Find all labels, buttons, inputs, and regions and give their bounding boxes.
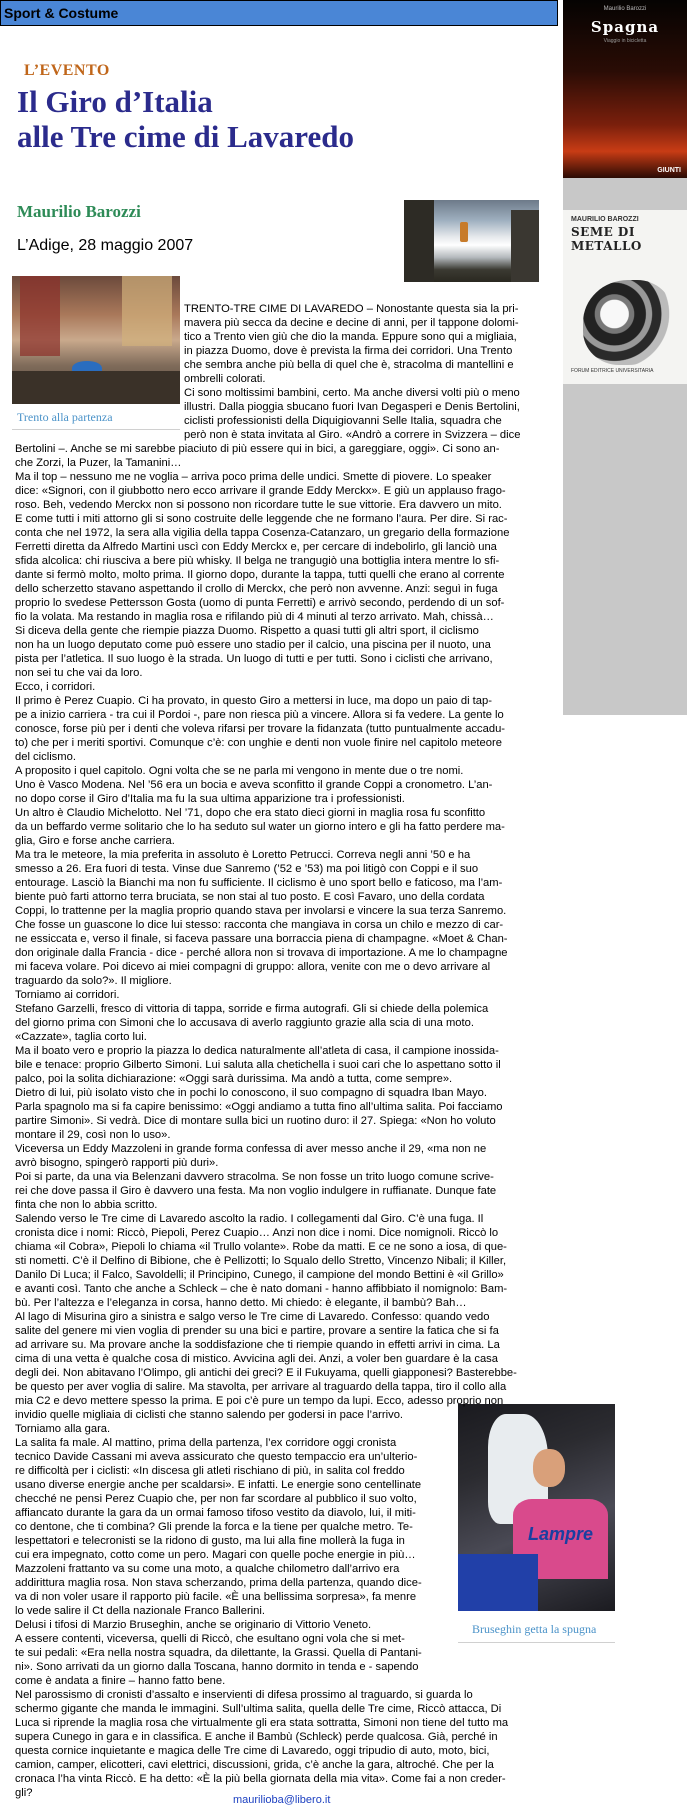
article-line: Mazzoleni frattanto va su come una moto, a qualche chilometro dall’arrivo era <box>15 1563 400 1575</box>
article-line: dello scherzetto stavano aspettando il crollo di Merckx, che però non avvenne. Anzi: seguì in fuga <box>15 583 498 595</box>
caption-divider <box>12 429 180 430</box>
book2-publisher: FORUM EDITRICE UNIVERSITARIA <box>571 368 654 374</box>
article-line: pista per l’atletica. Il suo luogo è la strada. Un luogo di tutti e per tutti. Sono i ciclisti che arrivano, <box>15 653 493 665</box>
article-line: addirittura maglia rosa. Non stava scherzando, prima della partenza, quando dice- <box>15 1577 422 1589</box>
article-line: «Cazzate», taglia corto lui. <box>15 1031 147 1043</box>
article-line: A proposito i quel capitolo. Ogni volta che se ne parla mi vengono in mente due o tre nomi. <box>15 765 464 777</box>
book2-cover-art <box>583 280 673 365</box>
book2-author: MAURILIO BAROZZI <box>571 216 639 223</box>
article-line: del giorno prima con Simoni che lo accusava di averlo raggiunto grazie alla scia di una moto. <box>15 1017 474 1029</box>
article-line: che Zorzi, la Puzer, la Tamanini… <box>15 457 182 469</box>
byline: Maurilio Barozzi <box>17 202 141 221</box>
article-line: Che fosse un guascone lo dice lui stesso: racconta che mangiava in corsa un chilo e mezzo di car- <box>15 919 504 931</box>
article-line: to) che per i meriti sportivi. Comunque c’è: con unghie e denti non vuole finire nel capitolo meteore <box>15 737 502 749</box>
article-line: Danilo Di Luca; il Falco, Savoldelli; il Principino, Cunego, il campione del mondo Bettini è «il Grillo» <box>15 1269 504 1281</box>
photo-rock-right <box>511 210 539 282</box>
article-line: cima di una vetta è qualche cosa di mistico. Avvicina agli dei. Anzi, a voler ben guardare è la casa <box>15 1353 498 1365</box>
article-line: conosce, forse più per i denti che voleva rifarsi per trovare la fidanzata (tutto puntualmente accadu- <box>15 723 506 735</box>
article-line: camion, camper, elicotteri, cavi elettrici, discussioni, grida, c’è anche la gara, altroché. Che per la <box>15 1759 494 1771</box>
article-line: avrò bisogno, spingerò rapporti più duri». <box>15 1157 219 1169</box>
photo-arm <box>458 1554 538 1611</box>
article-line: usano diverse energie anche per scaldarsi». E infatti. Le energie sono centellinate <box>15 1479 422 1491</box>
article-line: cronaca l’ha vinta Riccò. E ha detto: «È la più bella giornata della mia vita». Come fai a non creder- <box>15 1773 506 1785</box>
article-line: rei che dove passa il Giro è davvero una festa. Ma non voglio indulgere in ruffianate. Dunque fate <box>15 1185 497 1197</box>
article-line: salite del genere mi vien voglia di prender su una bici e partire, provare a sentire la fatica che si fa <box>15 1325 499 1337</box>
caption-divider <box>458 1642 615 1643</box>
article-line: Si diceva della gente che riempie piazza Duomo. Rispetto a quasi tutti gli altri sport, il ciclismo <box>15 625 479 637</box>
article-line: A essere contenti, viceversa, quelli di Riccò, che esultano ogni vola che si met- <box>15 1633 405 1645</box>
article-line: dice: «Signori, con il giubbotto nero ecco arrivare il grande Eddy Merckx». E giù un applauso frago- <box>15 485 506 497</box>
photo-building-right <box>122 276 172 346</box>
article-line: da un beffardo verme solitario che lo ha seduto sul water un giorno intero e gli ha fatto perdere ma- <box>15 821 505 833</box>
article-line: e avanti così. Tanto che anche a Schleck – che è nato domani - hanno affibbiato il nomignolo: Bam- <box>15 1283 508 1295</box>
book1-author: Maurilio Barozzi <box>603 6 647 12</box>
article-line: Coppi, lo trattenne per la maglia proprio quando stava per involarsi e vincere la sua terza Sanremo. <box>15 905 507 917</box>
article-line: Ecco, i corridori. <box>15 681 96 693</box>
article-line: entourage. Lasciò la Bianchi ma non fu sufficiente. Il ciclismo è uno sport bello e faticoso, ma l’am- <box>15 877 503 889</box>
article-line: partire Simoni». Si vedrà. Dice di montare sulla bici un ruotino duro: il 27. Spiega: «Non ho voluto <box>15 1115 496 1127</box>
article-line: lo vede salire il Ct della nazionale Franco Ballerini. <box>15 1605 265 1617</box>
article-line: finta che non lo abbia scritto. <box>15 1199 158 1211</box>
article-line: no dopo corse il Giro d’Italia ma fu la sua ultima apparizione tra i professionisti. <box>15 793 405 805</box>
article-line: tecnico Davide Cassani mi aveva assicurato che questo tempaccio era un’ulterio- <box>15 1451 418 1463</box>
article-line: Salendo verso le Tre cime di Lavaredo ascolto la radio. I collegamenti dal Giro. C’è una fuga. Il <box>15 1213 484 1225</box>
article-line: non ha un luogo deputato come può essere uno stadio per il calcio, una piscina per il nuoto, una <box>15 639 491 651</box>
article-line: Viceversa un Eddy Mazzoleni in grande forma confessa di aver messo anche il 29, «ma non ne <box>15 1143 487 1155</box>
kicker: L’EVENTO <box>24 62 110 79</box>
article-line: Parla spagnolo ma si fa capire benissimo: «Oggi andiamo a tutta fino all’ultima salita. Poi facciamo <box>15 1101 503 1113</box>
article-line: però non è stata invitata al Giro. «Andrò a correre in Svizzera – dice <box>184 429 521 441</box>
page-title <box>17 84 354 154</box>
article-line: glia, Giro e forse anche carriera. <box>15 835 175 847</box>
article-line: mavera più secca da decine e decine di anni, per il tappone dolomi- <box>184 317 519 329</box>
article-line: schermo gigante che manda le immagini. Sull’ultima salita, quella delle Tre cime, Riccò attacca, Di <box>15 1703 502 1715</box>
photo-building-left <box>20 276 60 356</box>
article-line: ciclisti professionisti della Diquigiovanni Selle Italia, squadra che <box>184 415 502 427</box>
article-line: Uno è Vasco Modena. Nel ’56 era un bocia e aveva sconfitto il grande Coppi a cronometro. L’an- <box>15 779 493 791</box>
article-line: ne essiccata e, verso il finale, si faceva passare una borraccia piena di champagne. «Moet & Chan- <box>15 933 508 945</box>
photo-bruseghin <box>458 1404 615 1611</box>
article-line: sti nometti. C’è il Delfino di Bibione, che è Pellizotti; lo Squalo dello Stretto, Vincenzo Nibali; il Killer, <box>15 1255 507 1267</box>
article-line: roso. Beh, vedendo Merckx non si possono non ricordare tutte le sue vittorie. Era davvero un mito. <box>15 499 502 511</box>
article-line: ni». Sono arrivati da un giorno dalla Toscana, hanno dormito in tenda e - sapendo <box>15 1661 419 1673</box>
article-line: checché ne pensi Perez Cuapio che, per non far scordare al pubblico il suo volto, <box>15 1493 417 1505</box>
article-line: Torniamo ai corridori. <box>15 989 120 1001</box>
photo-jersey-logo: Lampre <box>528 1524 594 1544</box>
article-line: palco, poi la solita dichiarazione: «Oggi sarà durissima. Ma andò a tutta, come sempre». <box>15 1073 453 1085</box>
article-line: sfida alcolica: chi riusciva a bere più whisky. Il belga ne trangugiò una bottiglia intera mentre lo sfi- <box>15 555 500 567</box>
article-line: gli? <box>15 1787 33 1799</box>
article-line: Torniamo alla gara. <box>15 1423 111 1435</box>
article-line: che sembra anche più bella di quel che è, stracolma di mantellini e <box>184 359 514 371</box>
article-line: La salita fa male. Al mattino, prima della partenza, l’ex corridore oggi cronista <box>15 1437 397 1449</box>
article-line: fio la volata. Ma restando in maglia rosa e rifilando più di 4 minuti al terzo arrivato. Mah, chissà… <box>15 611 494 623</box>
caption-bruseghin: Bruseghin getta la spugna <box>472 1622 597 1636</box>
article-line: don originale dalla Francia - dice - perché allora non si trovava di importazione. A me lo champagne <box>15 947 508 959</box>
article-line: ombrelli colorati. <box>184 373 266 385</box>
photo-rock-left <box>404 200 434 282</box>
photo-crowd <box>12 371 180 404</box>
caption-trento: Trento alla partenza <box>17 410 113 424</box>
article-line: be questo per aver voglia di salire. Ma stavolta, per arrivare al traguardo della tappa, tiro il collo alla <box>15 1381 507 1393</box>
article-line: TRENTO-TRE CIME DI LAVAREDO – Nonostante questa sia la pri- <box>184 303 519 315</box>
article-line: Delusi i tifosi di Marzio Bruseghin, anche se originario di Vittorio Veneto. <box>15 1619 372 1631</box>
article-line: smesso a 26. Era fuori di testa. Vinse due Sanremo (’52 e ’53) ma poi litigò con Coppi e il suo <box>15 863 479 875</box>
article-line: Un altro è Claudio Michelotto. Nel ’71, dopo che era stato dieci giorni in maglia rosa fu sconfitto <box>15 807 486 819</box>
source-date: L’Adige, 28 maggio 2007 <box>17 237 194 254</box>
footer-email-link[interactable]: maurilioba@libero.it <box>233 1794 331 1806</box>
article-line: Stefano Garzelli, fresco di vittoria di tappa, sorride e firma autografi. Gli si chiede della polemica <box>15 1003 489 1015</box>
article-line: Il primo è Perez Cuapio. Ci ha provato, in questo Giro a mettersi in luce, ma dopo un paio di tap- <box>15 695 492 707</box>
article-line: questa cornice inquietante e magica delle Tre cime di Lavaredo, oggi tripudio di auto, moto, bici, <box>15 1745 490 1757</box>
article-line: Ferretti diretta da Alfredo Martini uscì con Eddy Merckx e, per cercare di indebolirlo, gli lanciò una <box>15 541 497 553</box>
article-line: mia C2 e devo mettere spesso la prima. E poi c’è pure un tempo da lupi. Ecco, adesso proprio non <box>15 1395 504 1407</box>
article-line: ad arrivare su. Ma provare anche la soddisfazione che ti riempie quando in effetti arrivi in cima. La <box>15 1339 500 1351</box>
book-cover-seme-di-metallo[interactable] <box>563 210 687 384</box>
article-line: cronista dice i nomi: Riccò, Piepoli, Perez Cuapio… Anzi non dice i nomi. Dice nomignoli. Riccò lo <box>15 1227 499 1239</box>
article-line: Nel parossismo di cronisti d’assalto e inservienti di difesa prossimo al traguardo, si guarda lo <box>15 1689 473 1701</box>
article-line: Ma il top – nessuno me ne voglia – arriva poco prima delle undici. Smette di piovere. Lo speaker <box>15 471 492 483</box>
article-line: Al lago di Misurina giro a sinistra e salgo verso le Tre cime di Lavaredo. Confesso: quando vedo <box>15 1311 490 1323</box>
article-line: te sui pedali: «Era nella nostra squadra, da dilettante, la Grassi. Quella di Pantani- <box>15 1647 422 1659</box>
article-line: Bertolini –. Anche se mi sarebbe piaciuto di più essere qui in bici, a gareggiare, oggi». Ci sono an- <box>15 443 500 455</box>
article-line: proprio lo svedese Pettersson Gosta (uomo di punta Ferretti) e arrivò secondo, perdendo di un sof- <box>15 597 505 609</box>
book1-subtitle: Viaggio in bicicletta <box>603 38 647 44</box>
article-line: co dentone, che ti combina? Gli prende la forca e la tiene per qualche metro. Te- <box>15 1521 413 1533</box>
article-line: del ciclismo. <box>15 751 76 763</box>
article-line: Poi si parte, da una via Belenzani davvero stracolma. Se non fosse un trito luogo comune scrive- <box>15 1171 494 1183</box>
photo-figure <box>460 222 468 242</box>
article-line: Ma il boato vero e proprio la piazza lo dedica naturalmente all’atleta di casa, il campione inossida- <box>15 1045 499 1057</box>
article-line: Luca si riprende la maglia rosa che virtualmente gli era stata sottratta, Simoni non tiene del tutto ma <box>15 1717 509 1729</box>
article-line: come è andata a finire – hanno fatto bene. <box>15 1675 226 1687</box>
article-line: tico a Trento vien giù che dio la manda. Eppure sono qui a migliaia, <box>184 331 517 343</box>
article-line: va di non voler usare il rapporto più facile. «È una bellissima sorpresa», fa menre <box>15 1591 417 1603</box>
article-line: traguardo da solo?». Il migliore. <box>15 975 172 987</box>
headline-line-1: Il Giro d’Italia <box>17 84 213 119</box>
article-line: affiancato durante la gara da un ormai famoso tifoso vestito da diavolo, lui, il miti- <box>15 1507 416 1519</box>
article-line: montare il 29, così non lo uso». <box>15 1129 171 1141</box>
article-line: cui era impegnato, cotto come un pero. Magari con quelle poche energie in più… <box>15 1549 416 1561</box>
section-header: Sport & Costume <box>0 0 558 26</box>
article-line: lespettatori e telecronisti se la ridono di gusto, ma lui alla fine mollerà la fuga in <box>15 1535 405 1547</box>
article-line: dante si fermò molto, molto prima. Il giorno dopo, durante la tappa, tutti quelli che erano al corrente <box>15 569 505 581</box>
article-line: Dietro di lui, più isolato visto che in pochi lo conoscono, il suo compagno di squadra Iban Mayo. <box>15 1087 488 1099</box>
article-line: non sei tu che vai da loro. <box>15 667 143 679</box>
article-line: illustri. Dalla pioggia sbucano fuori Ivan Degasperi e Denis Bertolini, <box>184 401 520 413</box>
article-line: supera Cunego in gara e in classifica. E anche il Bambù (Schleck) perde qualcosa. Già, perché in <box>15 1731 498 1743</box>
headline-line-2: alle Tre cime di Lavaredo <box>17 119 354 154</box>
book1-title: Spagna <box>590 18 660 36</box>
article-line: E come tutti i miti attorno gli si sono costruite delle leggende che ne formano l’aura. Per dire. Si rac- <box>15 513 508 525</box>
photo-rider-head <box>533 1449 565 1487</box>
article-line: Ma tra le meteore, la mia preferita in assoluto è Loretto Petrucci. Correva negli anni ’50 e ha <box>15 849 471 861</box>
article-line: degli dei. Non abitavano l’Olimpo, gli antichi dei greci? E il Fukuyama, quelli giapponesi? Basterebbe- <box>15 1367 517 1379</box>
article-line: bù. Per l’altezza e l’eleganza in corsa, hanno detto. Mi chiedo: è elegante, il bambù? Bah… <box>15 1297 467 1309</box>
article-line: chiama «il Cobra», Piepoli lo chiama «il Trullo volante». Robe da matti. E ce ne sono a iosa, di que- <box>15 1241 507 1253</box>
book1-publisher-logo: GIUNTI <box>657 167 681 174</box>
book2-title: SEME DI METALLO <box>571 225 642 253</box>
article-line: Ci sono moltissimi bambini, certo. Ma anche diversi volti più o meno <box>184 387 520 399</box>
article-line: biente può farti attorno terra bruciata, se non stai al tuo posto. E così Favaro, uno della cordata <box>15 891 485 903</box>
article-line: invidio quelle migliaia di ciclisti che stanno salendo per godersi in pace l’arrivo. <box>15 1409 404 1421</box>
article-line: pe a inizio carriera - tra cui il Pordoi -, pare non riesca più a vincere. Allora si fa vedere. La gente lo <box>15 709 504 721</box>
photo-trento <box>12 276 180 404</box>
article-line: re difficoltà per i ciclisti: «In discesa gli atleti rischiano di più, in salita col freddo <box>15 1465 405 1477</box>
article-line: mi faceva volare. Poi dicevo ai miei compagni di gruppo: allora, venite con me o devo arrivare al <box>15 961 491 973</box>
book-cover-spagna[interactable] <box>563 0 687 178</box>
photo-tre-cime <box>404 200 539 282</box>
article-line: bile e tenace: proprio Gilberto Simoni. Lui saluta alla chetichella i suoi cari che lo aspettano sotto il <box>15 1059 501 1071</box>
article-line: conta che nel 1972, la sera alla vigilia della tappa Cosenza-Catanzaro, un gregario della formazione <box>15 527 510 539</box>
article-line: in piazza Duomo, dove è prevista la firma dei corridori. Una Trento <box>184 345 513 357</box>
